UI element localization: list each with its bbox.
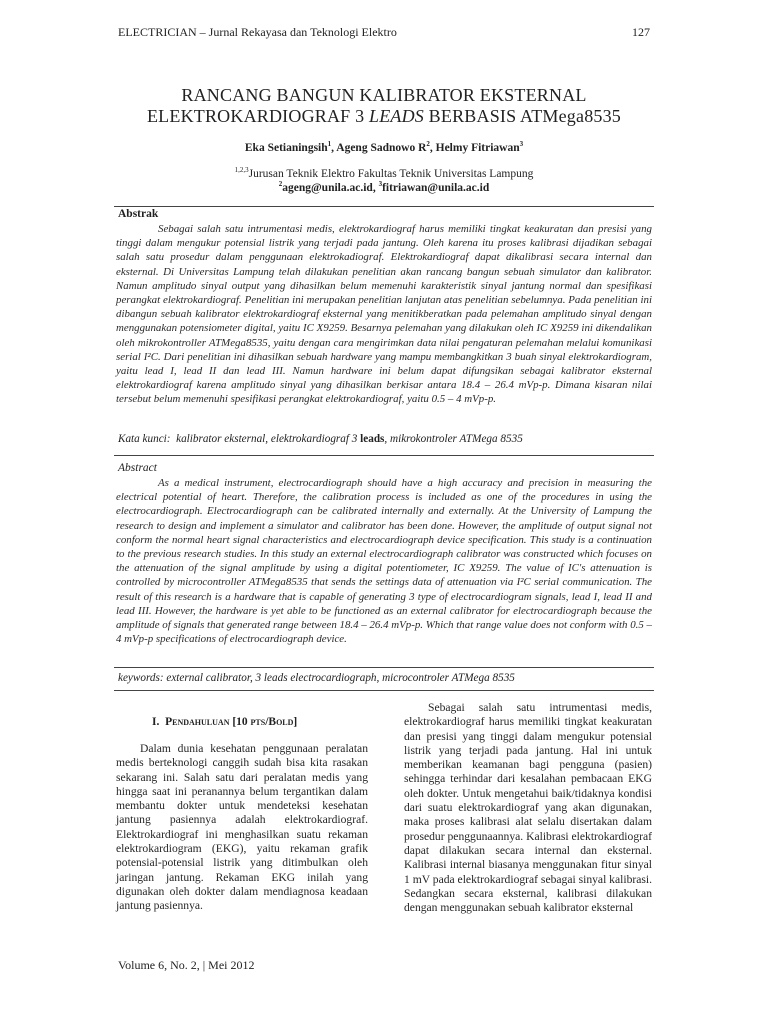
intro-paragraph-right: Sebagai salah satu intrumentasi medis, elektrokardiograf harus memiliki tingkat keakuratan dan presisi yang tinggi dalam mengukur potensial listrik yang terjadi pada jantung. Hal ini untuk memberikan keamanan bagi pengguna (pasien) sehingga terhindar dari kesalahan pembacaan EKG oleh dokter. Untuk mengetahui baik/tidaknya kondisi dari suatu elektrokardiograf yang akan digunakan, maka proses kalibrasi alat selalu disertakan dalam prosedur penggunaannya. Kalibrasi elektrokardiograf dapat dilakukan secara internal dan eksternal. Kalibrasi internal biasanya menggunakan fitur sinyal 1 mV pada elektrokardiograf sebagai sinyal kalibrasi. Sedangkan secara eksternal, kalibrasi dilakukan dengan menggunakan sebuah kalibrator eksternal xyxy=(404,701,653,915)
author-2-sup: 2 xyxy=(426,140,430,149)
abstrak-heading: Abstrak xyxy=(118,208,159,220)
affiliation-sup: 1,2,3 xyxy=(234,166,249,175)
kata-kunci-text: kalibrator eksternal, elektrokardiograf 3 xyxy=(170,433,361,445)
affiliation xyxy=(0,168,768,180)
divider-top xyxy=(114,206,654,207)
divider-lower xyxy=(114,667,654,668)
author-list xyxy=(0,142,768,154)
abstract-heading: Abstract xyxy=(118,462,157,474)
author-2: , Ageng Sadnowo R xyxy=(331,142,427,154)
email-separator: , xyxy=(372,182,379,194)
paper-title-line-1: RANCANG BANGUN KALIBRATOR EKSTERNAL xyxy=(181,85,587,105)
email-2-sup: 3 xyxy=(378,180,383,189)
section-title: Pendahuluan [10 pts/Bold] xyxy=(165,716,298,728)
abstrak-body: Sebagai salah satu intrumentasi medis, elektrokardiograf harus memiliki tingkat keakuratan dan presisi yang tinggi dalam mengukur potensial listrik yang terjadi pada jantung. Oleh karena itu proses kalibrasi dijadikan sebagai salah satu prosedur dalam penggunaan elektrokadiograf. Elektrokardiograf dapat dikalibrasi secara internal dan eksternal. Di Universitas Lampung telah dilakukan penelitian akan rancang bangun sebuah simulator dan kalibrator. Namun amplitudo sinyal output yang dihasilkan belum memenuhi karakteristik sinyal jantung normal dan spesifikasi perangkat elektrokardiograf. Penelitian ini merupakan penelitian lanjutan atas penelitian sebelumnya. Pada penelitian ini dibangun sebuah kalibrator elektrokardiograf eksternal yang menitikberatkan pada pelemahan amplitudo sinyal dengan menggunakan potensiometer digital, yaitu IC X9259. Besarnya pelemahan yang dilakukan oleh IC X9259 ini dikendalikan oleh mikrokontroller ATMega8535, yaitu dengan cara mengirimkan data nilai pengaturan pelemahan melalui komunikasi serial I²C. Dari penelitian ini dihasilkan sebuah hardware yang mampu membangkitkan 3 buah sinyal elektrokardiogram, yaitu lead I, lead II dan lead III. Namun hardware ini belum dapat difungsikan sebagai kalibrator eksternal elektrokardiograf karena amplitudo sinyal yang dihasilkan berkisar antara 18.4 – 26.4 mVp-p. Dimana kisaran nilai tersebut belum memenuhi spesifikasi perangkat elektrokardiograf, yaitu 0.5 – 4 mVp-p. xyxy=(116,223,652,406)
footer-volume: Volume 6, No. 2, | Mei 2012 xyxy=(118,958,255,972)
divider-middle xyxy=(114,455,654,456)
intro-paragraph-left: Dalam dunia kesehatan penggunaan peralatan medis berteknologi canggih sudah bisa kita rasakan sekarang ini. Salah satu dari peralatan medis yang hingga saat ini peranannya belum tergantikan dalam membantu dokter untuk mendeteksi kesehatan jantung pasiennya adalah elektrokardiograf. Elektrokardiograf ini menghasilkan suatu rekaman elektrokardiogram (EKG), yaitu rekaman grafik potensial-potensial listrik yang ditimbulkan oleh jaringan jantung. Rekaman EKG inilah yang digunakan oleh dokter dalam mendiagnosa keadaan jantung pasiennya. xyxy=(116,742,368,913)
keywords: keywords: external calibrator, 3 leads electrocardiograph, microcontroler ATMega 8535 xyxy=(118,672,515,684)
section-heading xyxy=(152,716,297,728)
email-1-sup: 2 xyxy=(278,180,283,189)
page-number: 127 xyxy=(632,25,650,39)
author-1-sup: 1 xyxy=(327,140,332,149)
paper-title-line-2 xyxy=(0,106,768,127)
author-3-sup: 3 xyxy=(519,140,524,149)
email-1[interactable]: ageng@unila.ac.id xyxy=(282,182,373,194)
kata-kunci-end: , mikrokontroler ATMega 8535 xyxy=(384,433,523,445)
author-3: , Helmy Fitriawan xyxy=(429,142,520,154)
author-1: Eka Setianingsih xyxy=(244,142,328,154)
divider-bottom xyxy=(114,690,654,691)
email-2[interactable]: fitriawan@unila.ac.id xyxy=(382,182,490,194)
section-number: I. xyxy=(152,716,160,728)
affiliation-text: Jurusan Teknik Elektro Fakultas Teknik Universitas Lampung xyxy=(248,168,534,180)
kata-kunci-bold: leads xyxy=(360,433,385,445)
title-italic-word: LEADS xyxy=(368,106,424,126)
abstract-body: As a medical instrument, electrocardiograph should have a high accuracy and precision in measuring the electrical potential of heart. Therefore, the calibration process is included as one of the procedures in using the electrocardiograph. Electrocardiograph can be calibrated internally and externally. At the University of Lampung the research to design and implement a simulator and calibrator has been done. However, the amplitude of output signal not conform the normal heart signal characteristics and electrocardiograph device specification. This study is a continuation to the previous research studies. In this study an external electrocardiograph calibrator was constructed which focuses on the attenuation of the signal amplitude by using a digital potentiometer, IC X9259. The value of IC's attenuation is controlled by microcontroller ATMega8535 that sends the settings data of attenuation via I²C serial communication. The result of this research is a hardware that is capable of generating 3 type of electrocardiogram signals, lead I, lead II and lead III. However, the hardware is yet able to be functioned as an external calibrator for electrocardiograph because the amplitude of signals that generated range between 18.4 – 26.4 mVp-p. Which that range value does not conform with 0.5 – 4 mVp-p specifications of electrocardiograph device. xyxy=(116,477,652,646)
title-text: ELEKTROKARDIOGRAF 3 xyxy=(146,106,369,126)
title-text-end: BERBASIS ATMega8535 xyxy=(423,106,622,126)
kata-kunci xyxy=(118,433,523,445)
emails xyxy=(0,182,768,194)
journal-header: ELECTRICIAN – Jurnal Rekayasa dan Teknologi Elektro xyxy=(118,25,397,39)
kata-kunci-label: Kata kunci: xyxy=(118,433,171,445)
